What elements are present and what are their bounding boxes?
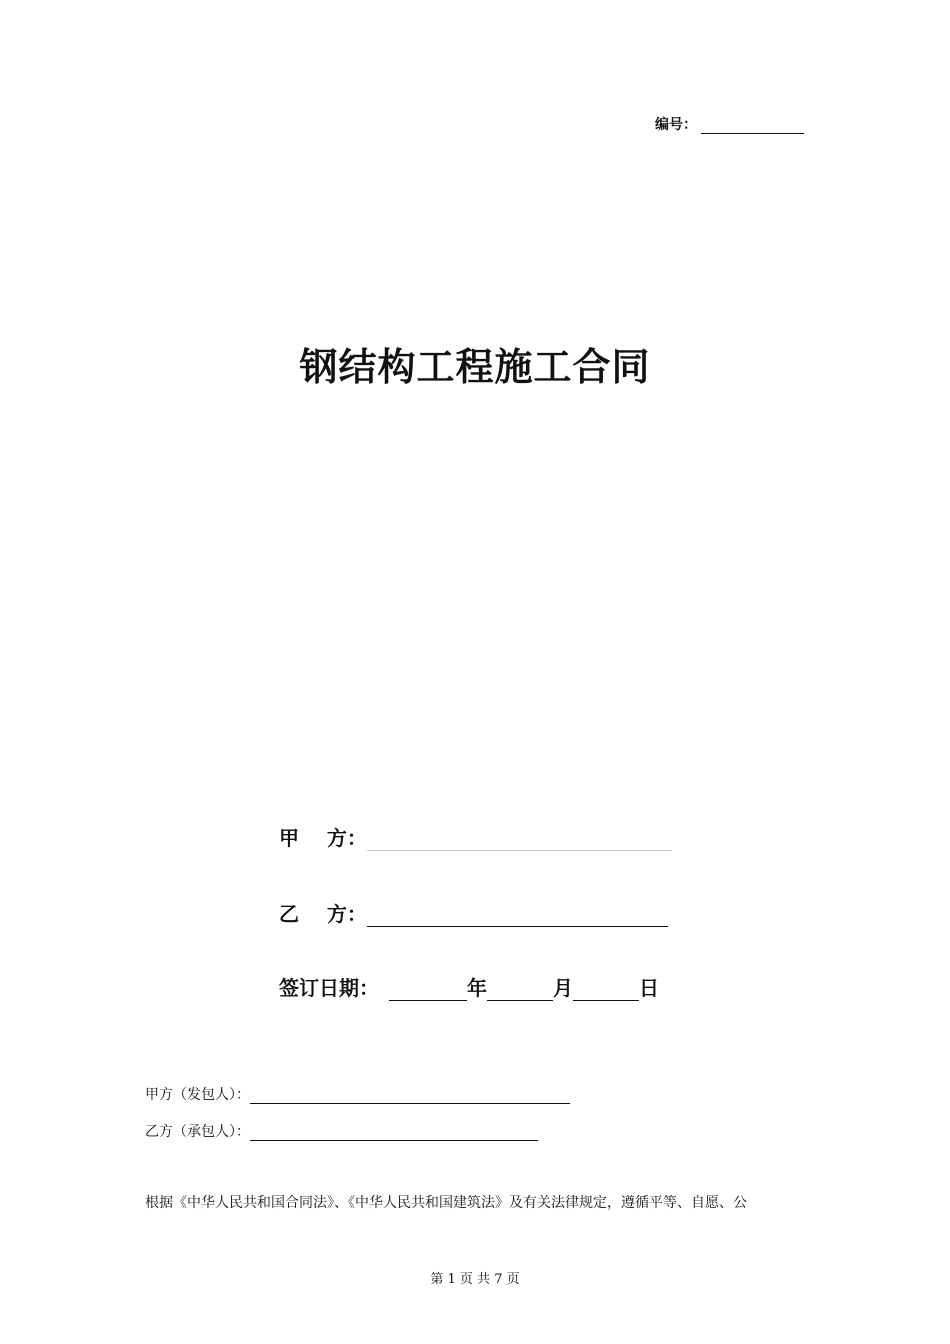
month-label: 月 — [553, 976, 573, 1000]
party-b-label: 乙 方： — [279, 902, 367, 926]
contract-number-blank — [701, 118, 804, 134]
year-label: 年 — [467, 976, 487, 1000]
contract-number — [655, 114, 804, 134]
sign-date-field — [279, 972, 659, 1001]
document-title: 钢结构工程施工合同 — [299, 345, 651, 389]
contractor-label: 乙方（承包人）： — [145, 1124, 250, 1140]
page-number: 第 1 页 共 7 页 — [430, 1272, 520, 1287]
party-a-blank — [367, 832, 672, 851]
party-a-field — [279, 822, 672, 851]
day-blank — [573, 982, 639, 1001]
contractor-line — [145, 1121, 538, 1141]
day-label: 日 — [639, 976, 659, 1000]
contract-number-label: 编号： — [655, 117, 697, 133]
contractor-blank — [250, 1126, 538, 1141]
employer-blank — [250, 1089, 570, 1104]
party-b-field — [279, 898, 668, 927]
employer-line — [145, 1084, 570, 1104]
employer-label: 甲方（发包人）： — [145, 1087, 250, 1103]
year-blank — [389, 982, 467, 1001]
sign-date-label: 签订日期： — [279, 976, 379, 1000]
party-b-blank — [367, 908, 668, 927]
party-a-label: 甲 方： — [279, 826, 367, 850]
month-blank — [487, 982, 553, 1001]
contract-preamble: 根据《中华人民共和国合同法》、《中华人民共和国建筑法》及有关法律规定，遵循平等、自愿、公 — [145, 1195, 747, 1211]
